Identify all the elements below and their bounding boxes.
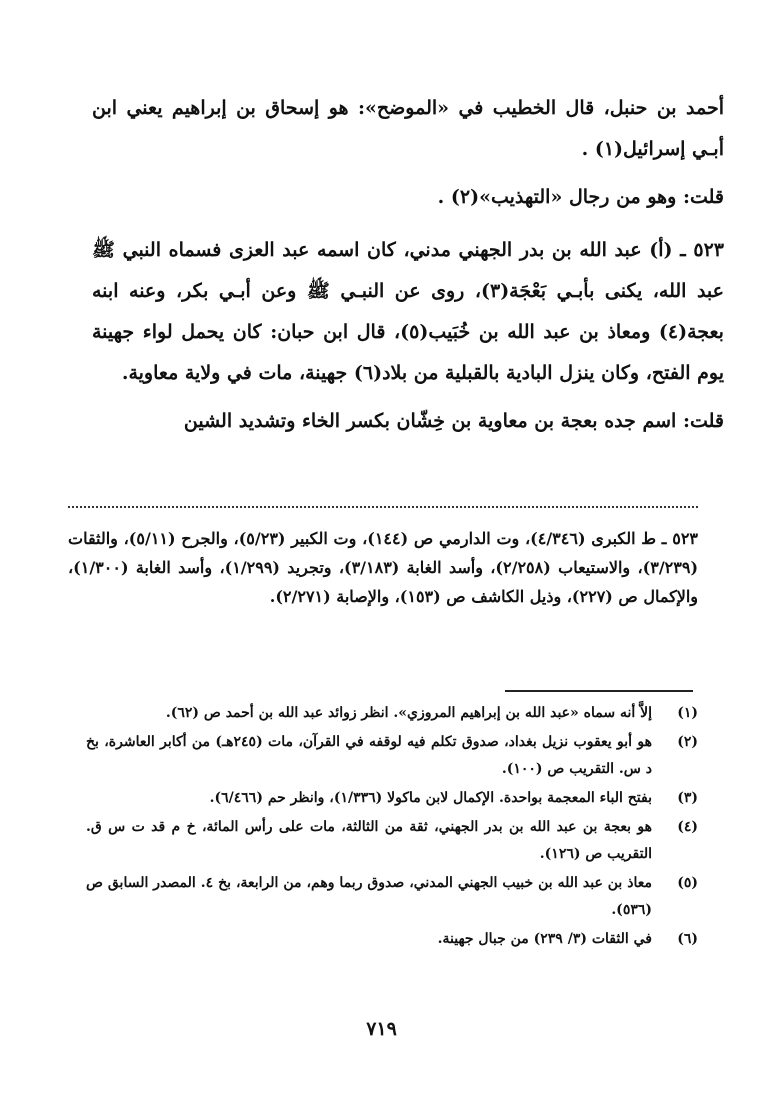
main-paragraph: أحمد بن حنبل، قال الخطيب في «الموضح»: هو إسحاق بن إبراهيم يعني ابن أبـي إسرائيل(١) . [92,97,724,160]
footnote-text: هو أبو يعقوب نزيل بغداد، صدوق تكلم فيه لوقفه في القرآن، مات (٢٤٥هـ) من أكابر العاشرة، بخ د س. التقريب ص (١٠٠). [86,734,652,777]
main-paragraph: قلت: اسم جده بعجة بن معاوية بن خِشّان بكسر الخاء وتشديد الشين [183,410,724,432]
footnote-text: هو بعجة بن عبد الله بن بدر الجهني، ثقة من الثالثة، مات على رأس المائة، خ م قد ت س ق. التقريب ص (١٢٦). [86,819,652,862]
footnote-text: بفتح الباء المعجمة بواحدة. الإكمال لابن ماكولا (١/٣٣٦)، وانظر حم (٦/٤٦٦). [209,790,652,806]
footnote-text: في الثقات (٣/ ٢٣٩) من جبال جهينة. [437,931,652,947]
page-number: ٧١٩ [366,1018,397,1040]
footnote-rule [505,690,693,692]
main-paragraph: قلت: وهو من رجال «التهذيب»(٢) . [437,186,724,208]
footnote [86,926,698,953]
references-block [68,524,698,611]
footnote-number: (٥) [677,875,698,891]
footnote-number: (٤) [677,819,698,835]
footnote-number: (٢) [677,734,698,750]
footnote [86,729,698,783]
footnote-number: (١) [677,705,698,721]
footnote [86,785,698,812]
entry-523-paragraph: ٥٢٣ ـ (أ) عبد الله بن بدر الجهني مدني، كان اسمه عبد العزى فسماه النبي ﷺ عبد الله، يكنى بأبـي بَعْجَة(٣)، روى عن النبـي ﷺ وعن أبـي بكر، وعنه ابنه بعجة(٤) ومعاذ بن عبد الله بن خُبَيب(٥)، قال ابن حبان: كان يحمل لواء جهينة يوم الفتح، وكان ينزل البادية بالقبلية من بلاد(٦) جهينة، مات في ولاية معاوية. [92,239,724,384]
main-text [92,88,724,449]
footnote [86,814,698,868]
footnote [86,870,698,924]
dotted-separator [68,506,698,508]
footnotes [86,700,698,955]
footnote-number: (٦) [677,931,698,947]
footnote-number: (٣) [677,790,698,806]
footnote-text: معاذ بن عبد الله بن خبيب الجهني المدني، صدوق ربما وهم، من الرابعة، بخ ٤. المصدر السابق ص (٥٣٦). [86,875,653,918]
footnote-text: إلاَّ أنه سماه «عبد الله بن إبراهيم المروزي». انظر زوائد عبد الله بن أحمد ص (٦٢). [165,705,652,721]
footnote [86,700,698,727]
references-text: ٥٢٣ ـ ط الكبرى (٤/٣٤٦)، وت الدارمي ص (١٤٤)، وت الكبير (٥/٢٣)، والجرح (٥/١١)، والثقات (٣/٢٣٩)، والاستيعاب (٢/٢٥٨)، وأسد الغابة (٣/١٨٣)، وتجريد (١/٢٩٩)، وأسد الغابة (١/٣٠٠)، والإكمال ص (٢٢٧)، وذيل الكاشف ص (١٥٣)، والإصابة (٢/٢٧١). [68,529,699,606]
